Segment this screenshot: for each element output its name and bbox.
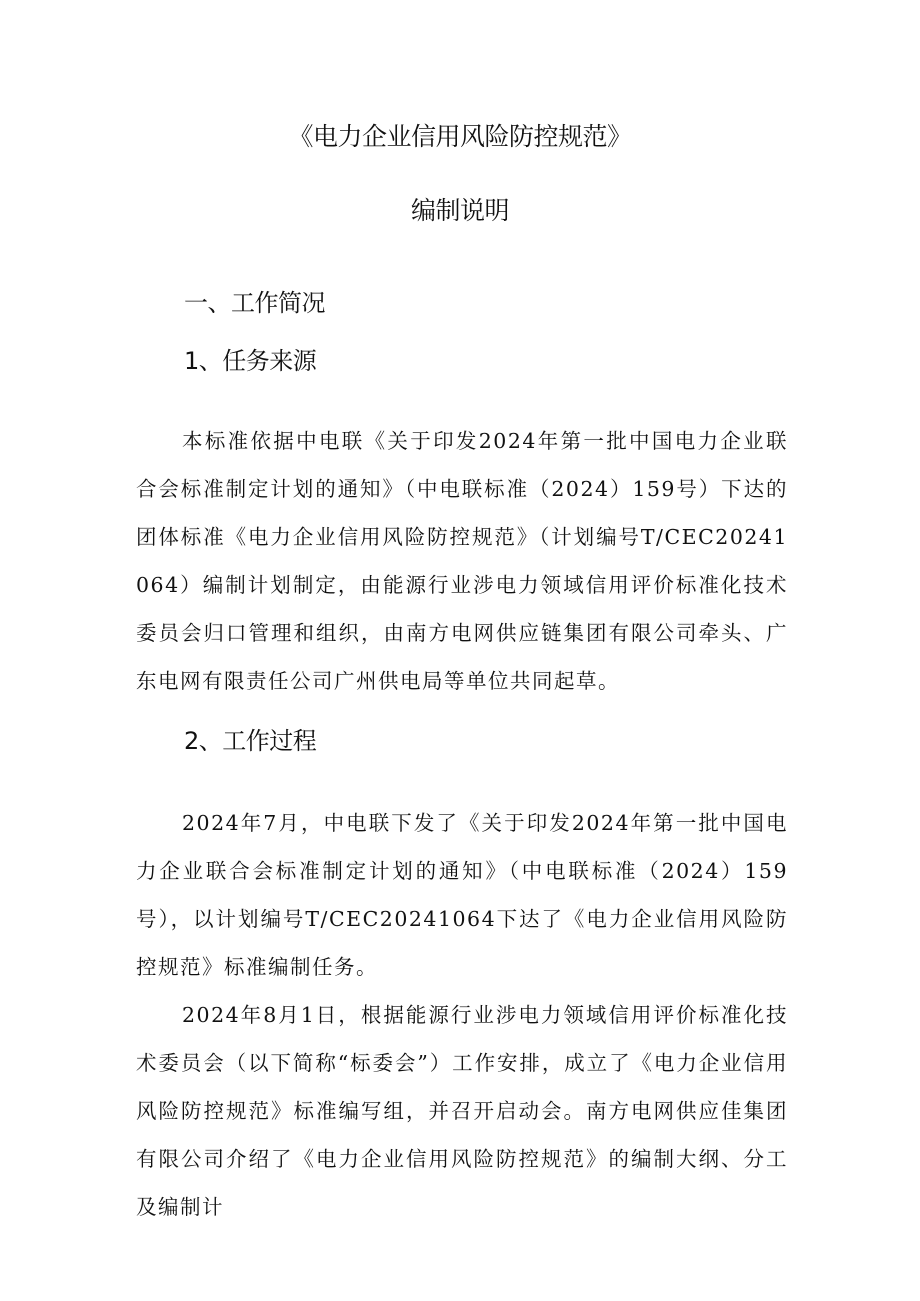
subsection-heading-work-process: 2、工作过程 [184, 727, 317, 755]
document-subtitle: 编制说明 [410, 196, 509, 225]
subsection-heading-task-source: 1、任务来源 [184, 347, 317, 375]
section-heading-work-overview: 一、工作简况 [184, 289, 325, 317]
paragraph-work-process-2: 2024年8月1日，根据能源行业涉电力领域信用评价标准化技术委员会（以下简称“标委会”）工作安排，成立了《电力企业信用风险防控规范》标准编写组，并召开启动会。南方电网供应佳集团有限公司介绍了《电力企业信用风险防控规范》的编制大纲、分工及编制计 [136, 1003, 788, 1219]
paragraph-work-process-1: 2024年7月，中电联下发了《关于印发2024年第一批中国电力企业联合会标准制定计划的通知》（中电联标准（2024）159号），以计划编号T/CEC20241064下达了《电力企业信用风险防控规范》标准编制任务。 [136, 811, 788, 979]
paragraph-task-source: 本标准依据中电联《关于印发2024年第一批中国电力企业联合会标准制定计划的通知》（中电联标准（2024）159号）下达的团体标准《电力企业信用风险防控规范》（计划编号T/CEC20241064）编制计划制定，由能源行业涉电力领域信用评价标准化技术委员会归口管理和组织，由南方电网供应链集团有限公司牵头、广东电网有限责任公司广州供电局等单位共同起草。 [136, 429, 788, 693]
document-title: 《电力企业信用风险防控规范》 [288, 122, 632, 151]
